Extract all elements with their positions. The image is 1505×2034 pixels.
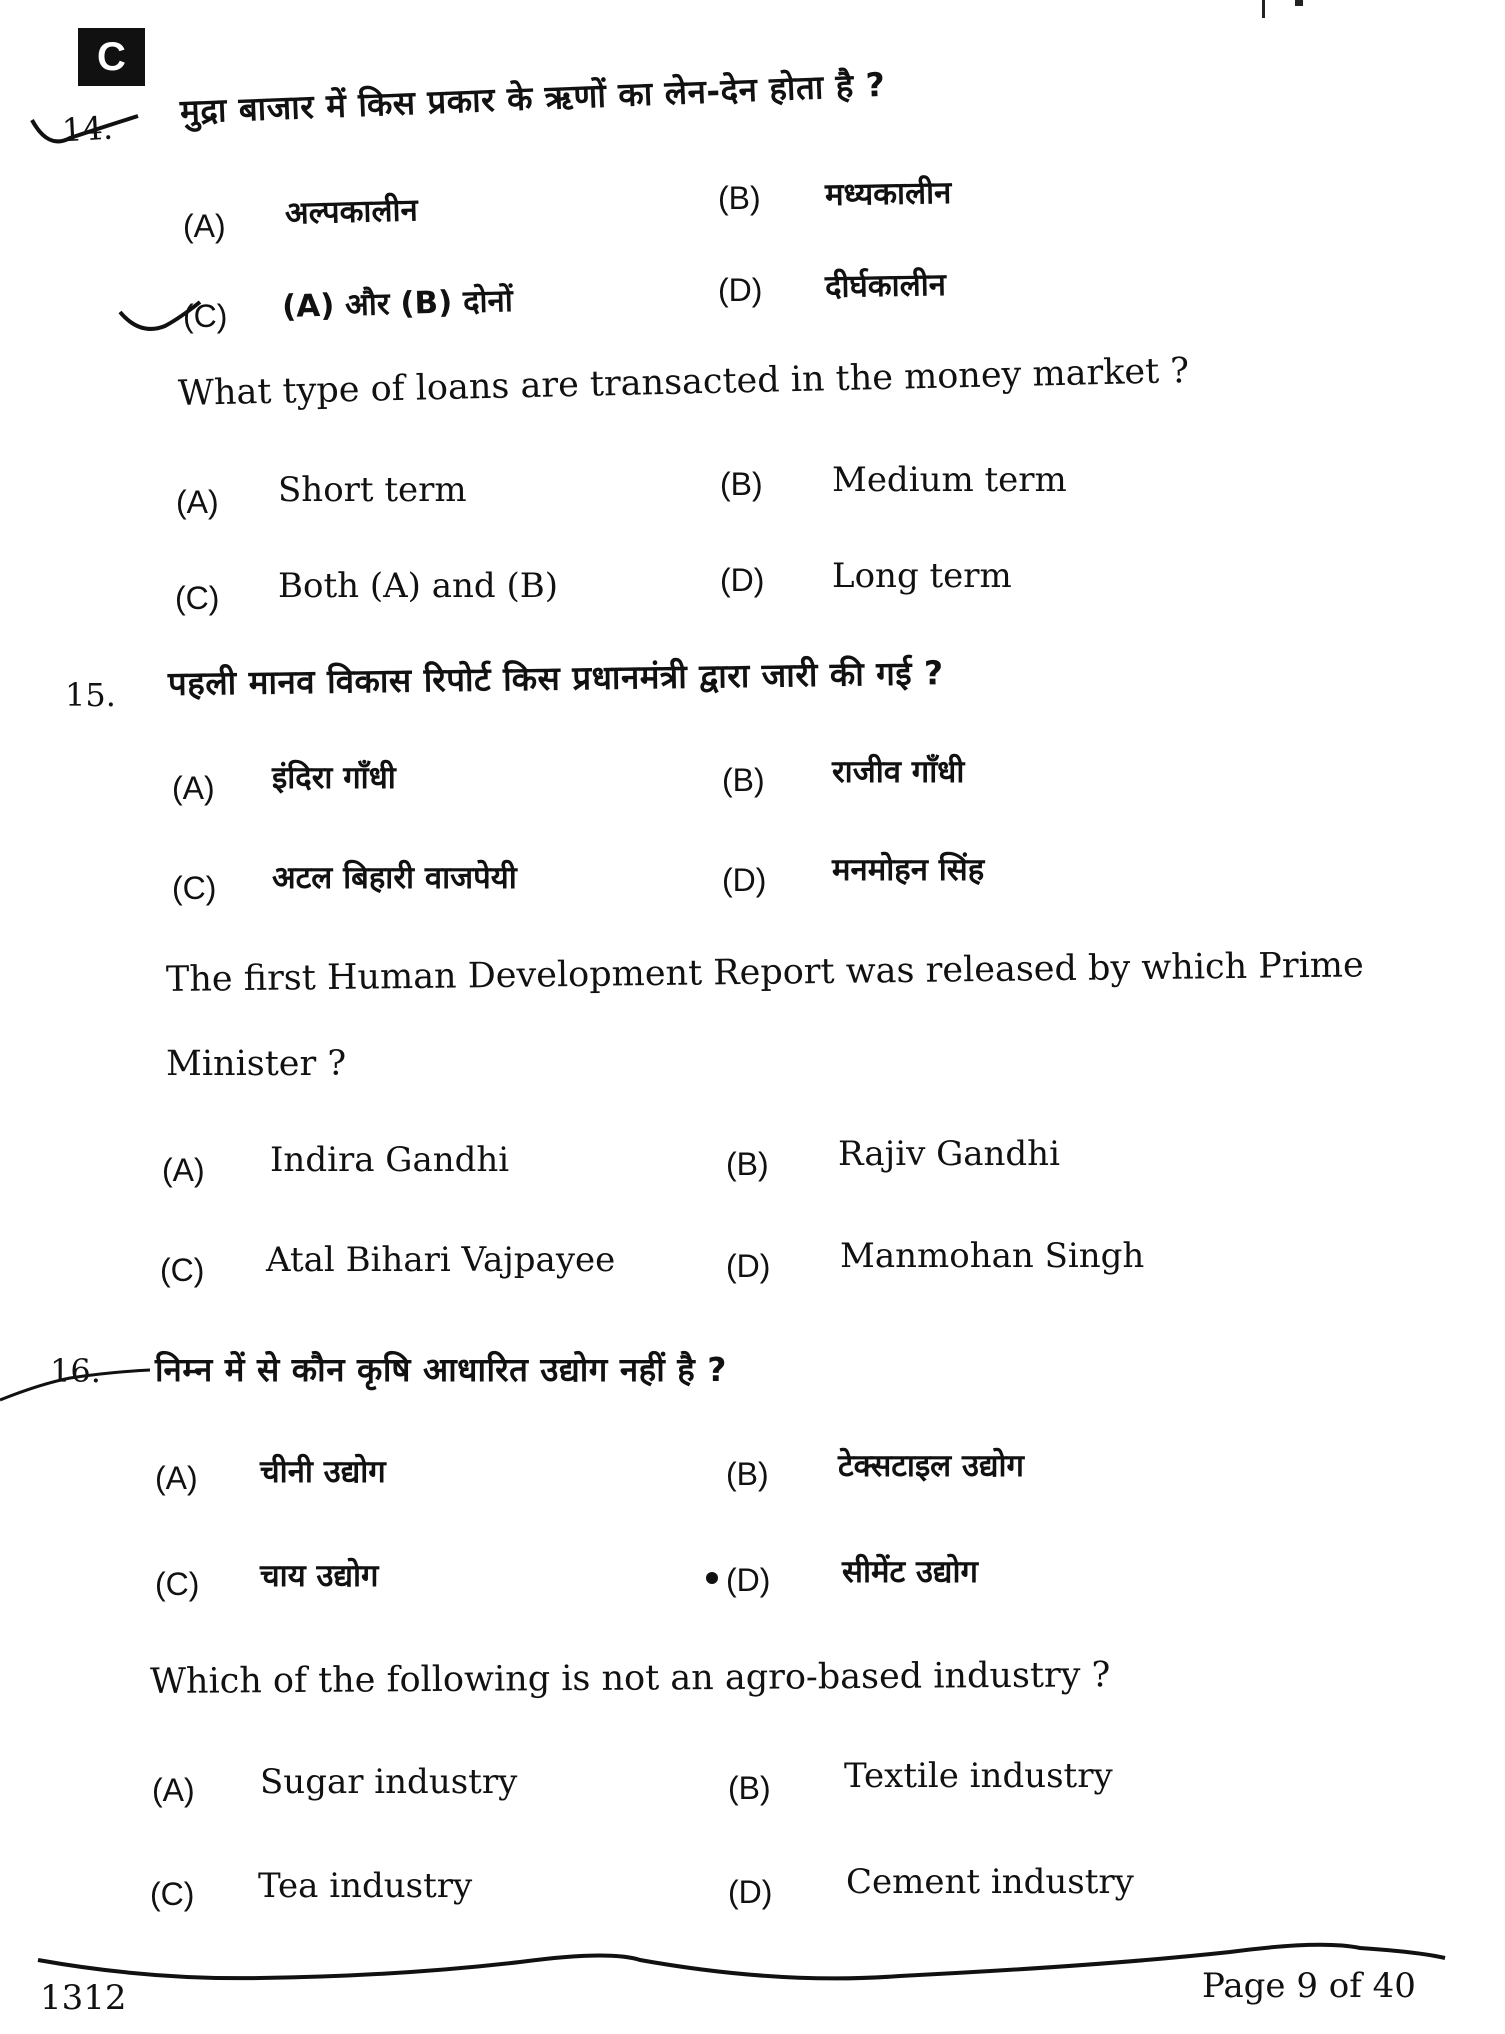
option-english: Indira Gandhi (270, 1140, 510, 1180)
option-label: (A) (176, 484, 219, 520)
option-label: (A) (172, 770, 215, 806)
option-hindi: दीर्घकालीन (824, 266, 947, 306)
question-hindi: पहली मानव विकास रिपोर्ट किस प्रधानमंत्री द्वारा जारी की गई ? (167, 653, 944, 703)
option-label: (A) (152, 1772, 195, 1808)
option-label: (D) (718, 272, 763, 308)
question-english-line1: The first Human Development Report was released by which Prime (165, 945, 1364, 1000)
option-label: (D) (722, 862, 767, 898)
option-english: Long term (832, 556, 1012, 596)
question-number: 16. (50, 1352, 101, 1390)
option-hindi: अटल बिहारी वाजपेयी (272, 860, 517, 896)
option-label: (D) (726, 1562, 771, 1598)
option-english: Both (A) and (B) (278, 566, 558, 606)
option-label: (B) (718, 180, 761, 216)
option-label: (A) (155, 1460, 198, 1496)
option-english: Tea industry (258, 1866, 473, 1906)
option-label: (C) (150, 1876, 195, 1912)
option-english: Rajiv Gandhi (838, 1134, 1060, 1174)
question-english: Which of the following is not an agro-based industry ? (149, 1655, 1111, 1702)
question-number: 15. (65, 676, 116, 714)
option-label: (A) (162, 1152, 205, 1188)
option-english: Sugar industry (260, 1762, 518, 1802)
option-english: Manmohan Singh (840, 1236, 1145, 1276)
option-english: Atal Bihari Vajpayee (266, 1240, 616, 1280)
page-number: Page 9 of 40 (1202, 1966, 1416, 2006)
question-hindi: निम्न में से कौन कृषि आधारित उद्योग नहीं है ? (155, 1350, 727, 1389)
tick-mark-icon (32, 116, 138, 141)
option-english: Textile industry (844, 1756, 1113, 1796)
question-number: 14. (61, 108, 114, 150)
option-label: (C) (172, 870, 217, 906)
option-label: (C) (183, 298, 228, 334)
strike-line-icon (0, 1370, 150, 1400)
tick-mark-icon (120, 302, 200, 329)
option-label: (B) (728, 1770, 771, 1806)
question-set-badge: C (78, 28, 145, 86)
option-english: Short term (278, 470, 467, 510)
option-hindi: (A) और (B) दोनों (281, 282, 514, 326)
dot-mark-icon (706, 1572, 718, 1584)
option-label: (B) (726, 1456, 769, 1492)
question-english: What type of loans are transacted in the money market ? (177, 351, 1190, 414)
booklet-code: 1312 (40, 1978, 127, 2018)
question-english-line2: Minister ? (166, 1044, 347, 1084)
option-english: Cement industry (846, 1862, 1134, 1902)
option-hindi: राजीव गाँधी (832, 754, 965, 790)
option-hindi: चीनी उद्योग (260, 1454, 386, 1490)
option-label: (C) (155, 1566, 200, 1602)
option-label: (D) (728, 1874, 773, 1910)
option-label: (B) (722, 762, 765, 798)
option-hindi: इंदिरा गाँधी (272, 760, 396, 796)
option-label: (D) (720, 562, 765, 598)
option-label: (C) (160, 1252, 205, 1288)
option-label: (D) (726, 1248, 771, 1284)
option-hindi: टेक्सटाइल उद्योग (838, 1448, 1024, 1484)
option-hindi: मनमोहन सिंह (832, 852, 985, 888)
question-hindi: मुद्रा बाजार में किस प्रकार के ऋणों का लेन-देन होता है ? (179, 64, 887, 131)
option-english: Medium term (832, 460, 1067, 500)
option-hindi: मध्यकालीन (824, 174, 952, 214)
option-hindi: सीमेंट उद्योग (842, 1554, 978, 1590)
option-hindi: अल्पकालीन (284, 192, 419, 232)
option-label: (A) (183, 208, 226, 244)
option-hindi: चाय उद्योग (260, 1558, 379, 1594)
option-label: (C) (175, 580, 220, 616)
option-label: (B) (720, 466, 763, 502)
option-label: (B) (726, 1146, 769, 1182)
